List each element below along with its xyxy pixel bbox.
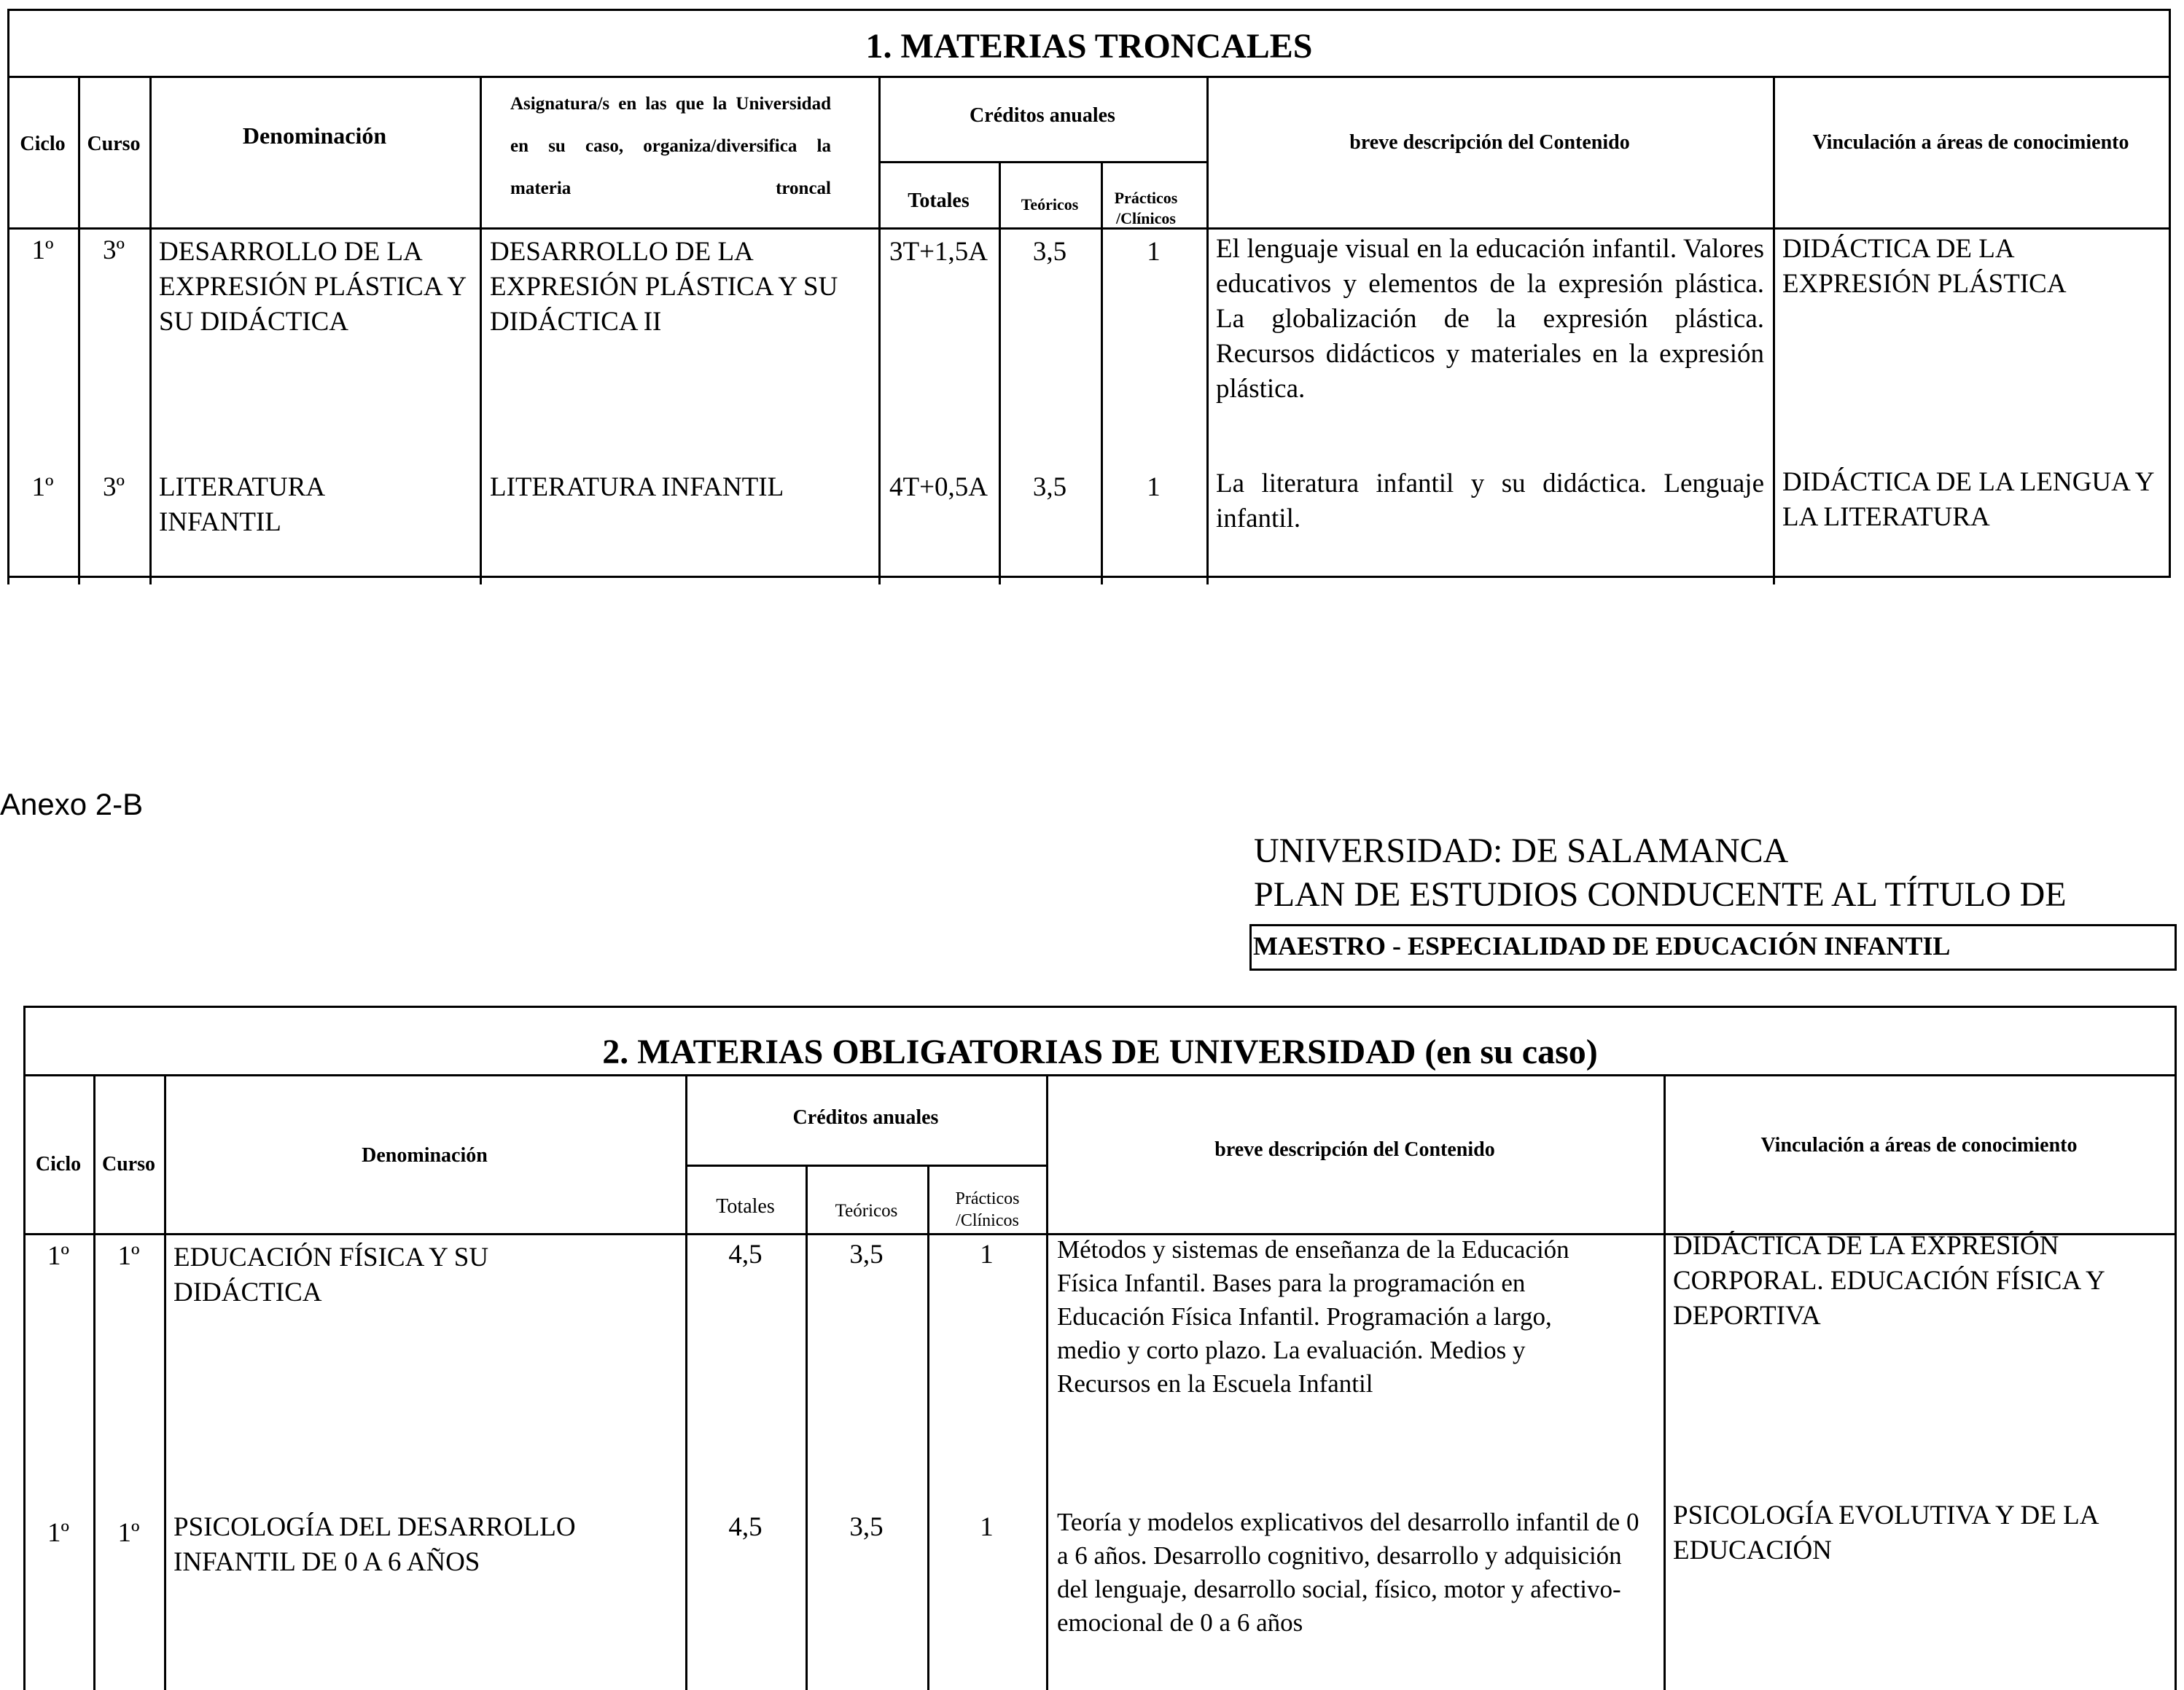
header-totales: Totales	[908, 189, 970, 212]
header-teoricos: Teóricos	[835, 1201, 898, 1221]
header-denominacion: Denominación	[362, 1144, 488, 1167]
header-ciclo: Ciclo	[35, 1153, 82, 1175]
header-practicos: Prácticos /Clínicos	[955, 1189, 1020, 1230]
cell-practicos: 1	[980, 1240, 994, 1270]
cell-asignatura: LITERATURA INFANTIL	[490, 472, 784, 502]
cell-vinculacion: DIDÁCTICA DE LA EXPRESIÓN PLÁSTICA	[1782, 234, 2067, 299]
section-title: 2. MATERIAS OBLIGATORIAS DE UNIVERSIDAD (en su caso)	[602, 1033, 1598, 1071]
cell-descripcion: Teoría y modelos explicativos del desarrollo infantil de 0 a 6 años. Desarrollo cognitivo, desarrollo y adquisición del lenguaje, desarrollo social, físico, motor y afectivo-emocional de 0 a 6 años	[1057, 1508, 1639, 1637]
cell-vinculacion: DIDÁCTICA DE LA EXPRESIÓN CORPORAL. EDUCACIÓN FÍSICA Y DEPORTIVA	[1673, 1231, 2105, 1331]
header-curso: Curso	[87, 133, 141, 155]
cell-practicos: 1	[1147, 472, 1161, 502]
cell-totales: 4T+0,5A	[889, 472, 988, 502]
cell-teoricos: 3,5	[1032, 472, 1067, 502]
annex-label: Anexo 2-B	[0, 787, 144, 821]
cell-teoricos: 3,5	[849, 1240, 884, 1270]
cell-totales: 4,5	[728, 1512, 763, 1542]
header-ciclo: Ciclo	[20, 133, 66, 155]
cell-asignatura: DESARROLLO DE LA EXPRESIÓN PLÁSTICA Y SU DIDÁCTICA II	[490, 237, 838, 337]
cell-teoricos: 3,5	[1032, 237, 1067, 267]
degree-box	[1249, 924, 2177, 971]
header-curso: Curso	[101, 1153, 156, 1175]
cell-curso: 3º	[103, 235, 125, 265]
cell-ciclo: 1º	[31, 472, 54, 502]
cell-denominacion: EDUCACIÓN FÍSICA Y SU DIDÁCTICA	[173, 1243, 489, 1307]
cell-descripcion: La literatura infantil y su didáctica. Lenguaje infantil.	[1216, 469, 1764, 533]
header-descripcion: breve descripción del Contenido	[1214, 1138, 1495, 1161]
cell-curso: 1º	[117, 1518, 140, 1548]
degree-title: MAESTRO - ESPECIALIDAD DE EDUCACIÓN INFANTIL	[1253, 931, 1951, 961]
header-teoricos: Teóricos	[1021, 195, 1079, 214]
header-vinculacion: Vinculación a áreas de conocimiento	[1812, 131, 2129, 154]
cell-vinculacion: PSICOLOGÍA EVOLUTIVA Y DE LA EDUCACIÓN	[1673, 1501, 2098, 1565]
header-denominacion: Denominación	[242, 122, 387, 149]
header-asignatura: Asignatura/s en las que la Universidad en su caso, organiza/diversifica la materia troncal	[510, 94, 831, 198]
cell-denominacion: LITERATURA INFANTIL	[159, 472, 324, 537]
cell-curso: 3º	[103, 472, 125, 502]
header-creditos: Créditos anuales	[970, 104, 1115, 127]
cell-ciclo: 1º	[47, 1241, 69, 1271]
section-title: 1. MATERIAS TRONCALES	[865, 27, 1313, 66]
cell-ciclo: 1º	[47, 1518, 69, 1548]
cell-descripcion: Métodos y sistemas de enseñanza de la Educación Física Infantil. Bases para la programación en Educación Física Infantil. Programación a largo, medio y corto plazo. La evaluación. Medios y Recursos en la Escuela Infantil	[1057, 1235, 1569, 1398]
cell-vinculacion: DIDÁCTICA DE LA LENGUA Y LA LITERATURA	[1782, 467, 2154, 532]
header-vinculacion: Vinculación a áreas de conocimiento	[1760, 1134, 2078, 1157]
cell-descripcion: El lenguaje visual en la educación infantil. Valores educativos y elementos de la expresión plástica. La globalización de la expresión plástica. Recursos didácticos y materiales en la expresión plástica.	[1216, 234, 1764, 404]
plan-line: PLAN DE ESTUDIOS CONDUCENTE AL TÍTULO DE	[1254, 875, 2067, 914]
header-descripcion: breve descripción del Contenido	[1349, 131, 1630, 154]
university-line: UNIVERSIDAD: DE SALAMANCA	[1254, 832, 1789, 870]
cell-ciclo: 1º	[31, 235, 54, 265]
cell-practicos: 1	[980, 1512, 994, 1542]
cell-teoricos: 3,5	[849, 1512, 884, 1542]
cell-totales: 4,5	[728, 1240, 763, 1270]
cell-curso: 1º	[117, 1241, 140, 1271]
cell-totales: 3T+1,5A	[889, 237, 988, 267]
cell-practicos: 1	[1147, 237, 1161, 267]
cell-denominacion: PSICOLOGÍA DEL DESARROLLO INFANTIL DE 0 A 6 AÑOS	[173, 1512, 576, 1577]
header-totales: Totales	[716, 1195, 775, 1218]
header-practicos: Prácticos /Clínicos	[1114, 189, 1178, 227]
header-creditos: Créditos anuales	[792, 1106, 939, 1129]
cell-denominacion: DESARROLLO DE LA EXPRESIÓN PLÁSTICA Y SU DIDÁCTICA	[159, 237, 466, 337]
